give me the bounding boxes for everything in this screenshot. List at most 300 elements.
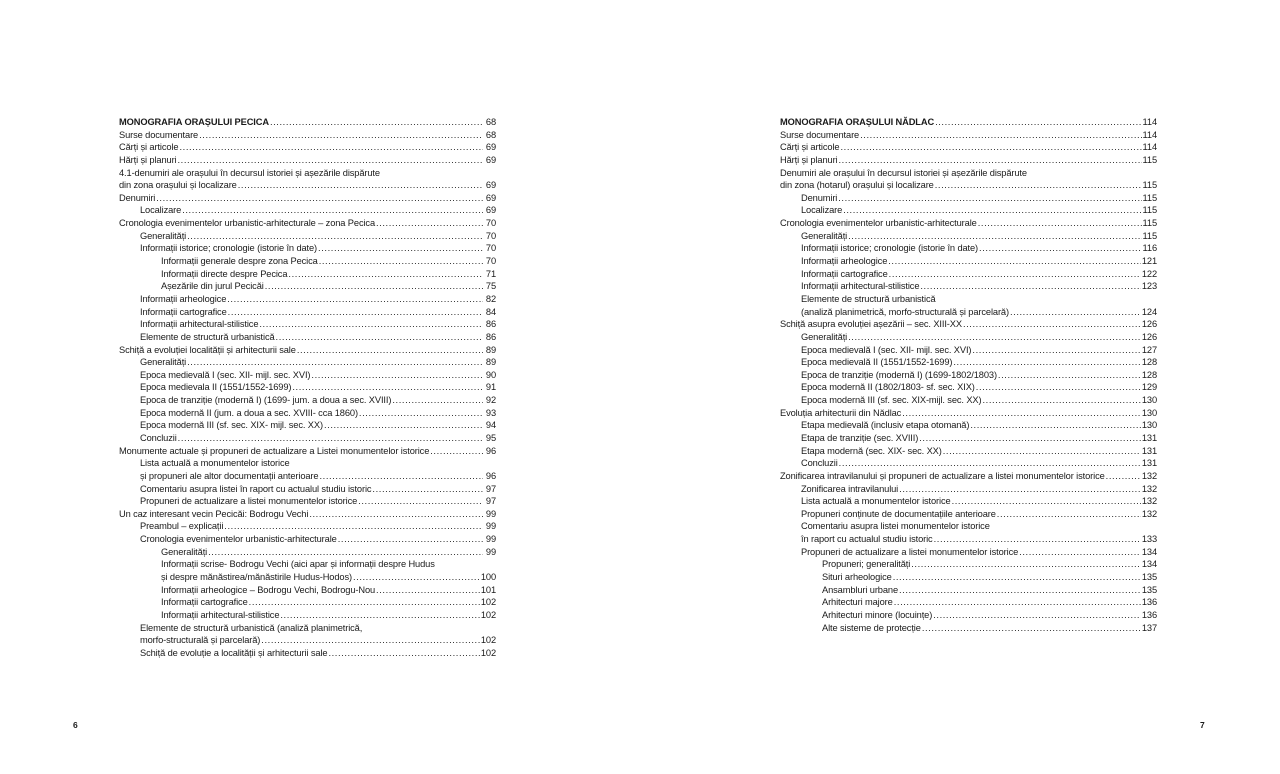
toc-entry-label: Epoca medievală I (sec. XII- mijl. sec. XVI) — [140, 369, 311, 380]
toc-entry-label: Epoca modernă III (sf. sec. XIX- mijl. sec. XX) — [140, 420, 323, 431]
dot-leader — [199, 129, 483, 142]
toc-entry-label: Așezările din jurul Pecicăi — [161, 281, 264, 292]
toc-entry-label: Concluzii — [801, 458, 838, 469]
toc-entry — [119, 584, 496, 597]
toc-entry-page: 123 — [1141, 281, 1157, 292]
toc-entry-page: 129 — [1141, 382, 1157, 393]
toc-entry — [780, 609, 1157, 622]
toc-entry-page: 102 — [480, 597, 496, 608]
toc-entry-label: Elemente de structură urbanistică (analiză planimetrică, — [140, 622, 363, 633]
toc-entry-label: MONOGRAFIA ORAȘULUI PECICA — [119, 116, 269, 127]
toc-entry — [119, 407, 496, 420]
toc-entry — [119, 558, 496, 571]
toc-entry-label: Epoca medievala II (1551/1552-1699) — [140, 382, 292, 393]
toc-entry — [780, 217, 1157, 230]
dot-leader — [979, 242, 1141, 255]
toc-entry-page: 96 — [485, 470, 496, 481]
toc-entry — [119, 508, 496, 521]
toc-entry — [119, 495, 496, 508]
toc-entry-page: 84 — [485, 306, 496, 317]
toc-entry-page: 128 — [1141, 357, 1157, 368]
toc-entry-label: și despre mănăstirea/mănăstirile Hudus-Hodos) — [161, 572, 352, 583]
left-page-number: 6 — [73, 720, 78, 730]
dot-leader — [933, 609, 1141, 622]
toc-entry-label: Informații generale despre zona Pecica — [161, 256, 318, 267]
toc-entry-page: 114 — [1142, 116, 1157, 127]
toc-entry — [780, 306, 1157, 319]
dot-leader — [178, 432, 483, 445]
toc-entry — [119, 546, 496, 559]
toc-entry-label: Schiță a evoluției localității și arhitecturii sale — [119, 344, 296, 355]
dot-leader — [922, 622, 1141, 635]
toc-entry-page: 130 — [1141, 420, 1157, 431]
toc-entry-page: 134 — [1141, 559, 1157, 570]
toc-entry — [119, 255, 496, 268]
toc-entry-label: Denumiri — [119, 192, 156, 203]
toc-entry-page: 95 — [485, 433, 496, 443]
dot-leader — [848, 230, 1141, 243]
toc-entry-label: (analiză planimetrică, morfo-structurală și parcelară) — [801, 306, 1009, 317]
toc-entry-label: Localizare — [801, 205, 843, 216]
toc-entry — [780, 293, 1157, 306]
toc-entry-page: 89 — [485, 357, 496, 368]
toc-entry — [780, 141, 1157, 154]
dot-leader — [997, 508, 1141, 521]
toc-entry-label: în raport cu actualul studiu istoric — [801, 534, 933, 545]
dot-leader — [156, 192, 483, 205]
dot-leader — [280, 609, 479, 622]
toc-entry — [780, 419, 1157, 432]
toc-entry-page: 132 — [1141, 496, 1157, 507]
toc-entry-page: 124 — [1141, 306, 1157, 317]
toc-entry-label: Cărți și articole — [119, 142, 179, 153]
dot-leader — [259, 318, 483, 331]
toc-entry-label: Preambul – explicații — [140, 521, 224, 532]
dot-leader — [899, 584, 1141, 597]
toc-entry-page: 115 — [1142, 180, 1157, 191]
toc-entry — [780, 369, 1157, 382]
dot-leader — [893, 571, 1141, 584]
right-toc — [780, 116, 1157, 634]
toc-entry — [119, 394, 496, 407]
dot-leader — [228, 306, 483, 319]
dot-leader — [934, 533, 1141, 546]
dot-leader — [919, 432, 1141, 445]
toc-entry-label: Epoca modernă II (1802/1803- sf. sec. XIX) — [801, 382, 975, 393]
dot-leader — [328, 647, 479, 660]
toc-entry — [119, 533, 496, 546]
dot-leader — [1106, 470, 1141, 483]
dot-leader — [976, 381, 1141, 394]
toc-entry-page: 135 — [1141, 572, 1157, 583]
toc-entry — [780, 558, 1157, 571]
dot-leader — [840, 141, 1141, 154]
toc-entry-page: 102 — [480, 647, 496, 658]
toc-entry-page: 127 — [1141, 344, 1157, 355]
toc-entry — [119, 647, 496, 660]
toc-entry — [119, 622, 496, 635]
toc-entry-page: 100 — [480, 572, 496, 583]
toc-entry-page: 70 — [485, 243, 496, 254]
toc-entry — [780, 242, 1157, 255]
toc-entry-page: 115 — [1142, 205, 1157, 216]
toc-entry-page: 114 — [1142, 129, 1157, 140]
dot-leader — [187, 230, 483, 243]
dot-leader — [187, 356, 483, 369]
dot-leader — [288, 268, 483, 281]
dot-leader — [270, 116, 483, 129]
toc-entry-page: 132 — [1141, 483, 1157, 494]
toc-entry-page: 70 — [485, 230, 496, 241]
toc-entry-label: Informații arhitectural-stilistice — [801, 281, 920, 292]
toc-entry — [780, 129, 1157, 142]
toc-entry — [119, 129, 496, 142]
toc-entry-page: 122 — [1141, 268, 1157, 279]
toc-entry-label: Etapa modernă (sec. XIX- sec. XX) — [801, 445, 942, 456]
toc-entry-label: Epoca modernă III (sf. sec. XIX-mijl. sec. XX) — [801, 395, 982, 406]
dot-leader — [376, 584, 480, 597]
toc-entry — [119, 306, 496, 319]
toc-entry — [780, 622, 1157, 635]
toc-entry-label: Monumente actuale și propuneri de actualizare a Listei monumentelor istorice — [119, 445, 430, 456]
dot-leader — [208, 546, 483, 559]
dot-leader — [998, 369, 1141, 382]
toc-entry-label: Etapa de tranziție (sec. XVIII) — [801, 433, 919, 443]
dot-leader — [911, 558, 1141, 571]
toc-entry-page: 68 — [485, 116, 496, 127]
toc-entry — [119, 609, 496, 622]
toc-entry — [780, 521, 1157, 534]
toc-entry-label: Propuneri; generalități — [822, 559, 911, 570]
toc-entry — [119, 344, 496, 357]
toc-entry-label: Zonificarea intravilanului — [801, 483, 899, 494]
toc-entry-page: 115 — [1142, 218, 1157, 229]
dot-leader — [888, 255, 1141, 268]
toc-entry-page: 131 — [1141, 433, 1157, 443]
toc-entry-label: Elemente de structură urbanistică — [801, 293, 936, 304]
toc-entry — [780, 230, 1157, 243]
dot-leader — [311, 369, 483, 382]
toc-entry-page: 121 — [1141, 256, 1157, 267]
toc-entry-label: Generalități — [140, 357, 187, 368]
dot-leader — [953, 356, 1140, 369]
dot-leader — [920, 280, 1140, 293]
toc-entry — [780, 318, 1157, 331]
toc-entry — [119, 280, 496, 293]
toc-entry — [780, 432, 1157, 445]
dot-leader — [372, 483, 483, 496]
toc-entry-page: 90 — [485, 369, 496, 380]
toc-entry-label: din zona (hotarul) orașului și localizare — [780, 180, 934, 191]
toc-entry-label: Generalități — [801, 230, 848, 241]
toc-entry-label: Comentariu asupra listei monumentelor istorice — [801, 521, 990, 532]
toc-entry-label: Informații arhitectural-stilistice — [161, 609, 280, 620]
toc-entry-label: Cronologia evenimentelor urbanistic-arhitecturale — [780, 218, 977, 229]
toc-entry-page: 115 — [1142, 154, 1157, 165]
toc-entry — [780, 533, 1157, 546]
toc-entry — [119, 204, 496, 217]
toc-entry-page: 99 — [485, 521, 496, 532]
toc-entry — [119, 116, 496, 129]
dot-leader — [224, 520, 483, 533]
toc-entry-page: 115 — [1142, 230, 1157, 241]
dot-leader — [943, 445, 1141, 458]
toc-entry-label: Informații istorice; cronologie (istorie în date) — [801, 243, 979, 254]
toc-entry — [780, 381, 1157, 394]
toc-entry — [780, 394, 1157, 407]
toc-entry — [119, 356, 496, 369]
dot-leader — [249, 596, 480, 609]
toc-entry-label: Epoca modernă II (jum. a doua a sec. XVIII- cca 1860) — [140, 407, 358, 418]
dot-leader — [318, 242, 483, 255]
toc-entry-label: Denumiri ale orașului în decursul istoriei și așezările dispărute — [780, 167, 1027, 178]
toc-entry-label: Propuneri conținute de documentațiile anterioare — [801, 508, 996, 519]
dot-leader — [899, 483, 1141, 496]
toc-entry-page: 69 — [485, 205, 496, 216]
toc-entry-page: 91 — [485, 382, 496, 393]
toc-entry — [780, 596, 1157, 609]
toc-entry-label: Surse documentare — [119, 129, 199, 140]
toc-entry-page: 82 — [485, 293, 496, 304]
toc-entry-label: Epoca medievală I (sec. XII- mijl. sec. XVI) — [801, 344, 972, 355]
toc-entry-page: 116 — [1142, 243, 1157, 254]
dot-leader — [1010, 306, 1141, 319]
dot-leader — [376, 217, 483, 230]
dot-leader — [970, 419, 1141, 432]
toc-entry-label: Denumiri — [801, 192, 838, 203]
toc-entry-page: 99 — [485, 546, 496, 557]
toc-entry-label: din zona orașului și localizare — [119, 180, 237, 191]
toc-entry-page: 69 — [485, 142, 496, 153]
toc-entry-label: Schiță de evoluție a localității și arhitecturii sale — [140, 647, 328, 658]
toc-entry-page: 102 — [480, 635, 496, 646]
toc-entry-label: Localizare — [140, 205, 182, 216]
toc-entry — [780, 445, 1157, 458]
toc-entry — [119, 432, 496, 445]
toc-entry-label: Epoca de tranziție (modernă I) (1699- jum. a doua a sec. XVIII) — [140, 395, 392, 406]
toc-entry — [119, 179, 496, 192]
toc-entry — [119, 217, 496, 230]
dot-leader — [353, 571, 480, 584]
toc-entry-label: Informații istorice; cronologie (istorie în date) — [140, 243, 318, 254]
toc-entry-page: 136 — [1141, 609, 1157, 620]
toc-entry-label: Informații scrise- Bodrogu Vechi (aici apar și informații despre Hudus — [161, 559, 435, 570]
dot-leader — [935, 179, 1142, 192]
toc-entry — [119, 596, 496, 609]
toc-entry-label: Epoca medievală II (1551/1552-1699) — [801, 357, 953, 368]
toc-entry-page: 99 — [485, 534, 496, 545]
dot-leader — [265, 280, 483, 293]
toc-entry-label: Lista actuală a monumentelor istorice — [801, 496, 951, 507]
dot-leader — [319, 255, 483, 268]
dot-leader — [839, 457, 1141, 470]
toc-entry — [780, 179, 1157, 192]
dot-leader — [227, 293, 483, 306]
toc-entry — [119, 571, 496, 584]
toc-entry — [119, 293, 496, 306]
toc-entry-page: 131 — [1141, 445, 1157, 456]
toc-entry-label: Propuneri de actualizare a listei monumentelor istorice — [140, 496, 358, 507]
dot-leader — [1019, 546, 1141, 559]
toc-entry — [119, 154, 496, 167]
toc-entry-page: 70 — [485, 218, 496, 229]
toc-entry-label: Alte sisteme de protecție — [822, 622, 921, 633]
toc-entry-label: Comentariu asupra listei în raport cu actualul studiu istoric — [140, 483, 372, 494]
toc-entry — [780, 167, 1157, 180]
toc-entry-label: Cărți și articole — [780, 142, 840, 153]
toc-entry-label: Cronologia evenimentelor urbanistic-arhitecturale — [140, 534, 337, 545]
toc-entry-page: 126 — [1141, 319, 1157, 330]
toc-entry-label: Lista actuală a monumentelor istorice — [140, 458, 290, 469]
dot-leader — [292, 381, 483, 394]
toc-entry-page: 96 — [485, 445, 496, 456]
toc-entry — [780, 571, 1157, 584]
dot-leader — [972, 344, 1140, 357]
dot-leader — [319, 470, 483, 483]
toc-entry-page: 132 — [1141, 470, 1157, 481]
toc-entry-page: 102 — [480, 609, 496, 620]
toc-entry-label: Propuneri de actualizare a listei monumentelor istorice — [801, 546, 1019, 557]
toc-entry — [119, 268, 496, 281]
toc-entry — [780, 116, 1157, 129]
toc-entry — [780, 407, 1157, 420]
toc-entry — [780, 457, 1157, 470]
dot-leader — [430, 445, 483, 458]
toc-entry-page: 130 — [1141, 407, 1157, 418]
toc-entry-page: 92 — [485, 395, 496, 406]
toc-entry-page: 133 — [1141, 534, 1157, 545]
toc-entry-label: Un caz interesant vecin Pecicăi: Bodrogu Vechi — [119, 508, 309, 519]
dot-leader — [297, 344, 483, 357]
toc-entry — [780, 584, 1157, 597]
dot-leader — [839, 154, 1142, 167]
toc-entry — [780, 280, 1157, 293]
toc-entry-label: Generalități — [801, 331, 848, 342]
toc-entry-page: 134 — [1141, 546, 1157, 557]
toc-entry-label: Arhitecturi majore — [822, 597, 893, 608]
toc-entry-page: 131 — [1141, 458, 1157, 469]
toc-entry — [119, 331, 496, 344]
toc-entry — [119, 167, 496, 180]
toc-entry-page: 135 — [1141, 584, 1157, 595]
toc-entry-label: Informații arheologice — [140, 293, 227, 304]
toc-entry-label: Zonificarea intravilanului și propuneri de actualizare a listei monumentelor istorice — [780, 470, 1105, 481]
toc-entry — [119, 457, 496, 470]
dot-leader — [276, 331, 483, 344]
toc-entry — [119, 419, 496, 432]
toc-entry-label: Cronologia evenimentelor urbanistic-arhitecturale – zona Pecica — [119, 218, 375, 229]
toc-entry — [780, 356, 1157, 369]
dot-leader — [952, 495, 1141, 508]
dot-leader — [238, 179, 483, 192]
toc-entry-label: 4.1-denumiri ale orașului în decursul istoriei și așezările dispărute — [119, 167, 380, 178]
toc-entry-label: morfo-structurală și parcelară) — [140, 635, 261, 646]
toc-entry-label: Informații cartografice — [161, 597, 248, 608]
dot-leader — [860, 129, 1141, 142]
toc-entry — [119, 470, 496, 483]
toc-entry-page: 71 — [485, 268, 496, 279]
toc-entry-label: Informații directe despre Pecica — [161, 268, 288, 279]
toc-entry-label: Concluzii — [140, 433, 177, 443]
toc-entry-page: 114 — [1142, 142, 1157, 153]
toc-entry — [780, 204, 1157, 217]
toc-entry-label: Situri arheologice — [822, 572, 892, 583]
toc-entry — [119, 381, 496, 394]
toc-entry — [119, 634, 496, 647]
toc-entry-page: 97 — [485, 496, 496, 507]
toc-entry — [780, 495, 1157, 508]
toc-entry — [780, 546, 1157, 559]
toc-entry — [780, 483, 1157, 496]
toc-entry-label: Informații arhitectural-stilistice — [140, 319, 259, 330]
dot-leader — [392, 394, 483, 407]
toc-entry-label: MONOGRAFIA ORAȘULUI NĂDLAC — [780, 116, 935, 127]
toc-entry-label: Informații cartografice — [140, 306, 227, 317]
right-page-number: 7 — [1200, 720, 1205, 730]
toc-entry-page: 86 — [485, 319, 496, 330]
toc-entry — [780, 508, 1157, 521]
toc-entry-label: și propuneri ale altor documentații anterioare — [140, 470, 319, 481]
dot-leader — [838, 192, 1141, 205]
toc-entry-page: 132 — [1141, 508, 1157, 519]
toc-entry — [780, 470, 1157, 483]
toc-entry-label: Hărți și planuri — [119, 154, 177, 165]
toc-entry — [119, 230, 496, 243]
toc-entry-page: 70 — [485, 256, 496, 267]
dot-leader — [261, 634, 480, 647]
toc-entry-page: 89 — [485, 344, 496, 355]
toc-entry-label: Informații arheologice – Bodrogu Vechi, Bodrogu-Nou — [161, 584, 376, 595]
dot-leader — [182, 204, 483, 217]
dot-leader — [178, 154, 484, 167]
dot-leader — [848, 331, 1141, 344]
dot-leader — [982, 394, 1140, 407]
toc-entry-page: 137 — [1141, 622, 1157, 633]
toc-entry-page: 68 — [485, 129, 496, 140]
toc-entry-page: 128 — [1141, 369, 1157, 380]
toc-entry-label: Informații arheologice — [801, 256, 888, 267]
toc-entry-page: 94 — [485, 420, 496, 431]
toc-entry — [119, 141, 496, 154]
toc-entry-page: 126 — [1141, 331, 1157, 342]
toc-entry-label: Ansambluri urbane — [822, 584, 898, 595]
dot-leader — [935, 116, 1141, 129]
dot-leader — [338, 533, 483, 546]
dot-leader — [978, 217, 1142, 230]
dot-leader — [179, 141, 483, 154]
toc-entry-label: Elemente de structură urbanistică — [140, 331, 275, 342]
dot-leader — [902, 407, 1141, 420]
dot-leader — [894, 596, 1141, 609]
toc-entry-label: Surse documentare — [780, 129, 860, 140]
toc-entry — [780, 331, 1157, 344]
toc-entry-page: 93 — [485, 407, 496, 418]
left-toc — [119, 116, 496, 660]
toc-entry-label: Informații cartografice — [801, 268, 888, 279]
toc-entry — [119, 521, 496, 534]
toc-entry-page: 136 — [1141, 597, 1157, 608]
toc-entry-label: Epoca de tranziție (modernă I) (1699-1802/1803) — [801, 369, 997, 380]
toc-entry — [780, 154, 1157, 167]
toc-entry — [119, 369, 496, 382]
toc-entry-page: 101 — [480, 584, 496, 595]
toc-entry-page: 115 — [1142, 192, 1157, 203]
toc-entry-label: Generalități — [140, 230, 187, 241]
toc-entry — [780, 255, 1157, 268]
toc-entry-page: 130 — [1141, 395, 1157, 406]
toc-entry-page: 69 — [485, 154, 496, 165]
dot-leader — [889, 268, 1141, 281]
